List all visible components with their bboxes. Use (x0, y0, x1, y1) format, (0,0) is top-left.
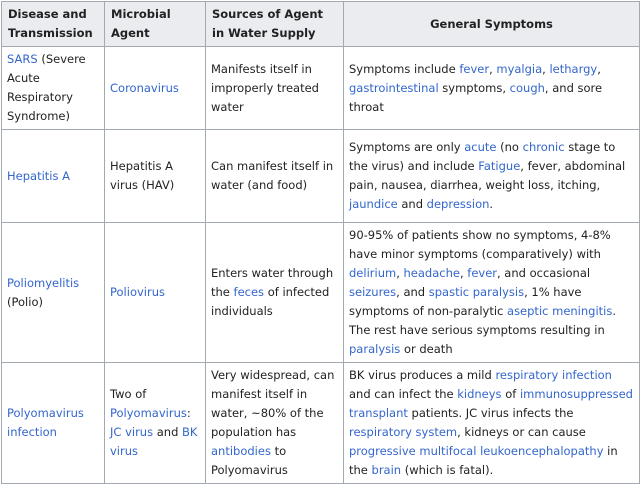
disease-cell (2, 47, 105, 130)
agent-cell (105, 363, 206, 484)
header-agent: Microbial Agent (105, 2, 206, 47)
cell-text: (which is fatal). (401, 463, 494, 477)
cell-text: : (186, 406, 191, 420)
table-row (2, 223, 640, 363)
wiki-link[interactable]: respiratory system (349, 425, 458, 439)
cell-text: Two of (110, 387, 147, 401)
wiki-link[interactable]: paralysis (349, 342, 401, 356)
disease-cell (2, 363, 105, 484)
cell-text: Symptoms include (349, 61, 460, 76)
cell-text: of infected individuals (211, 285, 330, 318)
disease-cell (2, 223, 105, 363)
wiki-link[interactable]: kidneys (457, 387, 502, 401)
cell-text: patients. JC virus infects the (407, 406, 574, 420)
cell-text: , and occasional (497, 266, 591, 280)
wiki-link[interactable]: brain (371, 463, 402, 477)
waterborne-disease-table (1, 1, 640, 484)
wiki-link[interactable]: acute (464, 140, 497, 154)
cell-text: (no (496, 140, 523, 154)
cell-text: Very widespread, can manifest itself in water, ~80% of the population has (211, 368, 335, 439)
header-source: Sources of Agent in Water Supply (206, 2, 344, 47)
cell-text: stage to the virus) and include (349, 140, 616, 173)
cell-text: (Polio) (7, 294, 43, 309)
wiki-link[interactable]: progressive multifocal leukoencephalopathy (349, 444, 604, 458)
cell-text: , (459, 266, 468, 280)
wiki-link[interactable]: SARS (7, 52, 38, 66)
source-cell (206, 47, 344, 130)
wiki-link[interactable]: gastrointestinal (349, 80, 439, 95)
wiki-link[interactable]: headache (403, 266, 460, 280)
cell-text: Symptoms are only (349, 140, 465, 154)
wiki-link[interactable]: transplant (349, 406, 408, 420)
symptoms-cell (344, 47, 640, 130)
cell-text: and (397, 197, 427, 211)
cell-text: to Polyomavirus (211, 444, 288, 477)
wiki-link[interactable]: Fatigue (478, 159, 521, 173)
cell-text: , 1% have symptoms of non-paralytic (349, 285, 582, 318)
wiki-link[interactable]: myalgia (496, 61, 543, 76)
cell-text: 90-95% of patients show no symptoms, 4-8% have minor symptoms (comparatively) with (349, 228, 611, 261)
wiki-link[interactable]: delirium (349, 266, 397, 280)
header-row (2, 2, 640, 47)
header-symptoms: General Symptoms (344, 2, 640, 47)
wiki-link[interactable]: lethargy (549, 61, 598, 76)
wiki-link[interactable]: fever (467, 266, 497, 280)
cell-text: , (597, 61, 601, 76)
cell-text: Enters water through the (211, 266, 334, 299)
cell-text: (Severe Acute Respiratory Syndrome) (7, 52, 86, 123)
wiki-link[interactable]: Poliovirus (110, 285, 165, 299)
cell-text: in the (349, 444, 618, 477)
cell-text: or death (400, 342, 453, 356)
symptoms-cell (344, 130, 640, 223)
wiki-link[interactable]: feces (233, 285, 265, 299)
cell-text: and (153, 425, 183, 439)
source-cell (206, 223, 344, 363)
wiki-link[interactable]: antibodies (211, 444, 271, 458)
source-cell (206, 130, 344, 223)
wiki-link[interactable]: Polyomavirus infection (7, 406, 84, 439)
cell-text: and can infect the (349, 387, 458, 401)
wiki-link[interactable]: spastic paralysis (428, 285, 525, 299)
agent-cell (105, 47, 206, 130)
wiki-link[interactable]: Coronavirus (110, 80, 179, 95)
cell-text: , (489, 61, 497, 76)
wiki-link[interactable]: JC virus (110, 425, 154, 439)
symptoms-cell (344, 223, 640, 363)
wiki-link[interactable]: depression (426, 197, 490, 211)
table-row (2, 47, 640, 130)
wiki-link[interactable]: jaundice (349, 197, 398, 211)
cell-text: Manifests itself in improperly treated water (211, 61, 319, 114)
cell-text: Hepatitis A virus (HAV) (110, 159, 175, 192)
header-disease: Disease and Transmission (2, 2, 105, 47)
symptoms-cell (344, 363, 640, 484)
wiki-link[interactable]: Hepatitis A (7, 168, 70, 183)
cell-text: , (542, 61, 550, 76)
cell-text: of (501, 387, 520, 401)
source-cell (206, 363, 344, 484)
wiki-link[interactable]: aseptic meningitis (507, 304, 613, 318)
wiki-link[interactable]: immunosuppressed (519, 387, 633, 401)
wiki-link[interactable]: BK virus (110, 425, 198, 458)
table-row (2, 130, 640, 223)
cell-text: , kidneys or can cause (457, 425, 586, 439)
cell-text: BK virus produces a mild (349, 368, 496, 382)
cell-text: , and (396, 285, 429, 299)
wiki-link[interactable]: Poliomyelitis (7, 275, 80, 290)
cell-text: . The rest have serious symptoms resulting in (349, 304, 617, 337)
table-row (2, 363, 640, 484)
wiki-link[interactable]: respiratory infection (495, 368, 612, 382)
cell-text: , (396, 266, 404, 280)
cell-text: symptoms, (438, 80, 510, 95)
cell-text: , and sore throat (349, 80, 603, 114)
cell-text: , fever, abdominal pain, nausea, diarrhea, weight loss, itching, (349, 159, 626, 192)
agent-cell (105, 130, 206, 223)
wiki-link[interactable]: seizures (349, 285, 397, 299)
cell-text: Can manifest itself in water (and food) (211, 159, 334, 192)
disease-cell (2, 130, 105, 223)
agent-cell (105, 223, 206, 363)
cell-text: . (489, 197, 494, 211)
wiki-link[interactable]: cough (509, 80, 545, 95)
wiki-link[interactable]: fever (459, 61, 490, 76)
wiki-link[interactable]: chronic (522, 140, 565, 154)
wiki-link[interactable]: Polyomavirus (110, 406, 187, 420)
